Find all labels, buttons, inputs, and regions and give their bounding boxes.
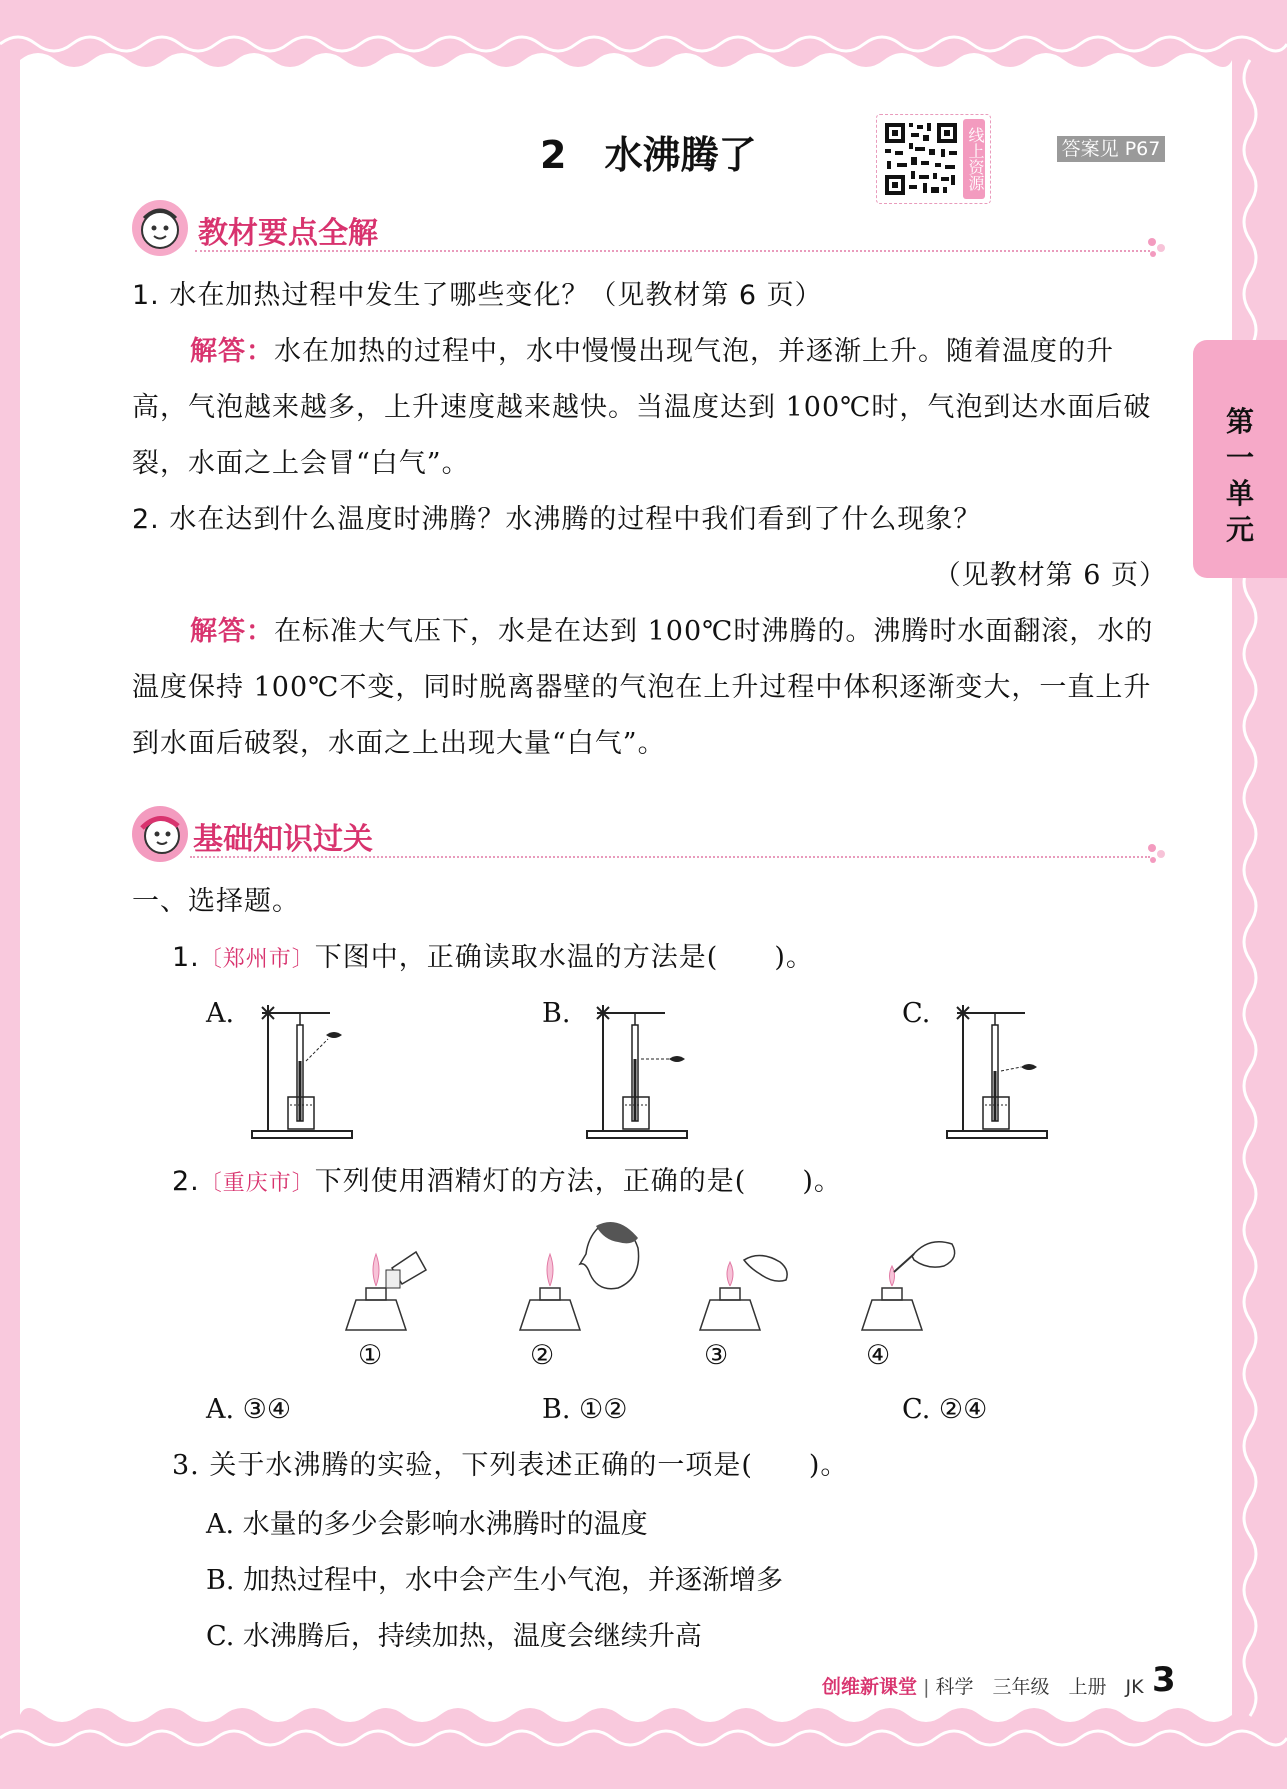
answer-1-line <box>190 332 1114 372</box>
question-2: 2. 水在达到什么温度时沸腾？水沸腾的过程中我们看到了什么现象？ <box>132 504 982 535</box>
region-tag: 〔重庆市〕 <box>199 1171 315 1196</box>
footer-info: 创维新课堂 | 科学 三年级 上册 JK <box>822 1676 1144 1698</box>
qr-block[interactable] <box>876 114 991 204</box>
alcohol-lamp-figure-3 <box>690 1240 800 1340</box>
option-text: C. 水沸腾后，持续加热，温度会继续升高 <box>206 1621 702 1652</box>
option-label: C. <box>902 998 931 1029</box>
answer-1-line: 高，气泡越来越多，上升速度越来越快。当温度达到 100℃时，气泡到达水面后破 <box>132 392 1152 423</box>
answer-text: 在标准大气压下，水是在达到 100℃时沸腾的。沸腾时水面翻滚，水的 <box>274 616 1154 647</box>
thermometer-stand-figure-c <box>945 995 1055 1140</box>
answer-text: 水在加热的过程中，水中慢慢出现气泡，并逐渐上升。随着温度的升 <box>274 336 1114 367</box>
answer-label: 解答： <box>190 616 274 647</box>
question-text: 下图中，正确读取水温的方法是( )。 <box>314 942 814 973</box>
question-1: 1. 水在加热过程中发生了哪些变化？（见教材第 6 页） <box>132 280 823 311</box>
choice-question-2 <box>172 1162 842 1204</box>
alcohol-lamp-figure-1 <box>336 1240 436 1340</box>
page-number: 3 <box>1152 1660 1176 1700</box>
question-text: 下列使用酒精灯的方法，正确的是( )。 <box>314 1166 842 1197</box>
qr-label: 线上资源 <box>963 119 985 199</box>
answer-label: 解答： <box>190 336 274 367</box>
cartoon-mascot-icon <box>130 804 190 864</box>
figure-label: ② <box>530 1340 555 1371</box>
part-heading: 一、选择题。 <box>132 886 300 917</box>
footer-book-info: 科学 三年级 上册 JK <box>935 1676 1144 1698</box>
answer-2-line <box>190 612 1153 652</box>
alcohol-lamp-figure-2 <box>508 1218 648 1340</box>
page-title: 2 水沸腾了 <box>540 133 757 177</box>
question-number: 1. <box>172 942 200 973</box>
thermometer-stand-figure-a <box>250 995 360 1140</box>
answer-1-line: 裂，水面之上会冒“白气”。 <box>132 448 470 479</box>
unit-side-tab <box>1193 340 1287 578</box>
dots-ornament-icon <box>1146 842 1170 866</box>
question-number: 2. <box>172 1166 200 1197</box>
section-divider <box>190 856 1150 858</box>
section-title-key-points: 教材要点全解 <box>198 216 378 251</box>
question-2-reference: （见教材第 6 页） <box>933 560 1167 591</box>
option-text: B. 加热过程中，水中会产生小气泡，并逐渐增多 <box>206 1565 784 1596</box>
answer-2-line: 温度保持 100℃不变，同时脱离器壁的气泡在上升过程中体积逐渐变大，一直上升 <box>132 672 1152 703</box>
option-text: A. 水量的多少会影响水沸腾时的温度 <box>206 1509 648 1540</box>
side-tab-char: 单 <box>1225 477 1254 510</box>
answer-2-line: 到水面后破裂，水面之上出现大量“白气”。 <box>132 728 666 759</box>
option-label: B. <box>542 998 571 1029</box>
alcohol-lamp-figure-4 <box>852 1232 962 1340</box>
side-tab-char: 第 <box>1225 405 1254 438</box>
option-label: C. ②④ <box>902 1394 988 1425</box>
side-tab-char: 一 <box>1225 441 1254 474</box>
answer-reference-badge: 答案见 P67 <box>1057 136 1165 162</box>
qr-code-icon <box>883 121 959 197</box>
cartoon-mascot-icon <box>130 198 190 258</box>
section-title-basic-knowledge: 基础知识过关 <box>193 822 373 857</box>
region-tag: 〔郑州市〕 <box>199 947 315 972</box>
option-label: A. ③④ <box>206 1394 292 1425</box>
thermometer-stand-figure-b <box>585 995 695 1140</box>
section-divider <box>195 250 1150 252</box>
figure-label: ③ <box>704 1340 729 1371</box>
choice-question-1 <box>172 938 814 980</box>
figure-label: ④ <box>866 1340 891 1371</box>
option-label: A. <box>206 998 235 1029</box>
side-tab-char: 元 <box>1225 513 1254 546</box>
dots-ornament-icon <box>1146 236 1170 260</box>
footer-brand: 创维新课堂 <box>822 1676 918 1698</box>
figure-label: ① <box>358 1340 383 1371</box>
option-label: B. ①② <box>542 1394 628 1425</box>
choice-question-3: 3. 关于水沸腾的实验，下列表述正确的一项是( )。 <box>172 1450 849 1481</box>
